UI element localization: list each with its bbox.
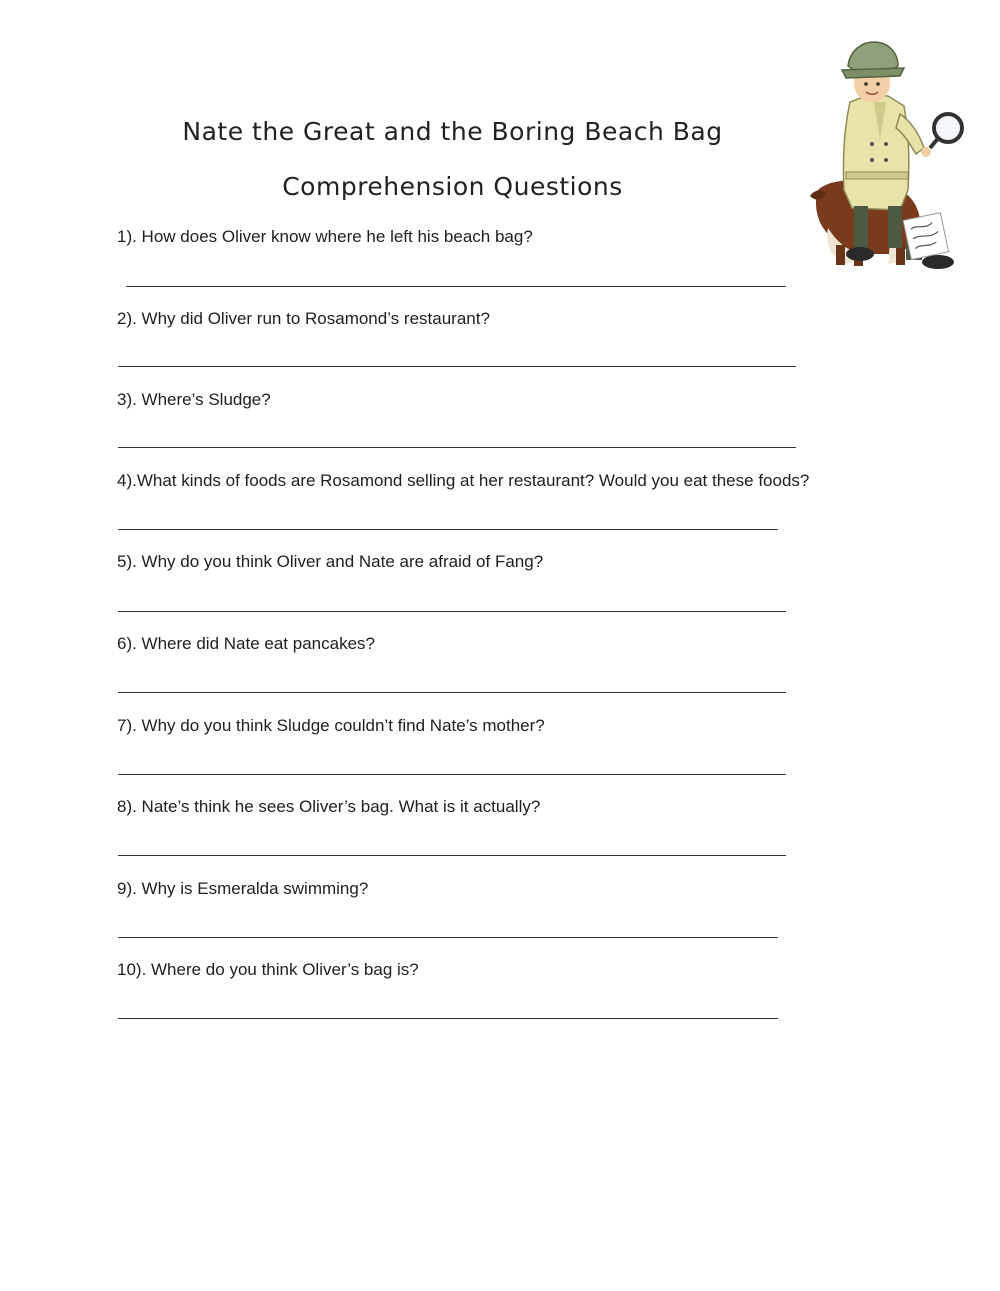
- question-6: 6). Where did Nate eat pancakes?: [117, 634, 375, 653]
- detective-with-dog-icon: [808, 40, 966, 272]
- answer-line-3[interactable]: [118, 447, 796, 448]
- answer-line-4[interactable]: [118, 529, 778, 530]
- answer-line-8[interactable]: [118, 855, 786, 856]
- answer-line-10[interactable]: [118, 1018, 778, 1019]
- worksheet-subtitle: Comprehension Questions: [282, 172, 623, 201]
- answer-line-7[interactable]: [118, 774, 786, 775]
- question-2: 2). Why did Oliver run to Rosamond’s restaurant?: [117, 309, 490, 328]
- worksheet-title: Nate the Great and the Boring Beach Bag: [182, 117, 723, 146]
- answer-line-9[interactable]: [118, 937, 778, 938]
- question-9: 9). Why is Esmeralda swimming?: [117, 879, 369, 898]
- question-1: 1). How does Oliver know where he left his beach bag?: [117, 227, 533, 246]
- question-10: 10). Where do you think Oliver’s bag is?: [117, 960, 419, 979]
- answer-line-2[interactable]: [118, 366, 796, 367]
- answer-line-5[interactable]: [118, 611, 786, 612]
- question-3: 3). Where’s Sludge?: [117, 390, 271, 409]
- question-5: 5). Why do you think Oliver and Nate are afraid of Fang?: [117, 552, 544, 571]
- answer-line-1[interactable]: [126, 286, 786, 287]
- answer-line-6[interactable]: [118, 692, 786, 693]
- question-8: 8). Nate’s think he sees Oliver’s bag. What is it actually?: [117, 797, 541, 816]
- question-7: 7). Why do you think Sludge couldn’t find Nate’s mother?: [117, 716, 545, 735]
- question-4: 4).What kinds of foods are Rosamond selling at her restaurant? Would you eat these foods?: [117, 471, 810, 490]
